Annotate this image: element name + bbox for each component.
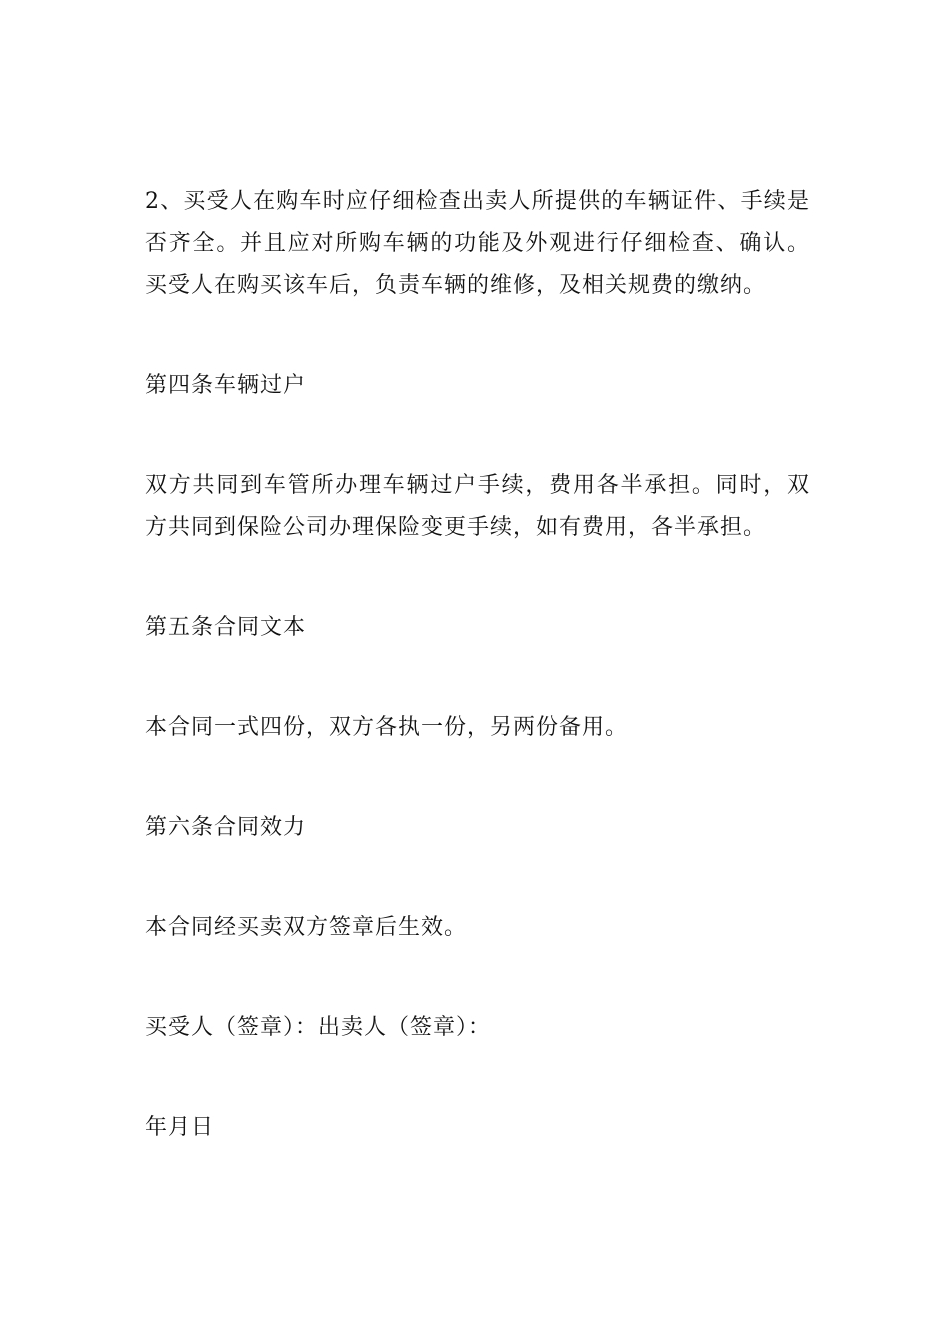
- clause-3-item-2-paragraph: 2、买受人在购车时应仔细检查出卖人所提供的车辆证件、手续是否齐全。并且应对所购车辆的功能及外观进行仔细检查、确认。买受人在购买该车后，负责车辆的维修，及相关规费的缴纳。: [145, 189, 810, 298]
- article-5-heading: 第五条合同文本: [145, 615, 307, 640]
- article-6-heading: 第六条合同效力: [145, 815, 307, 840]
- article-6-paragraph: 本合同经买卖双方签章后生效。: [145, 915, 468, 940]
- article-4-heading: 第四条车辆过户: [145, 373, 307, 398]
- article-4-paragraph: 双方共同到车管所办理车辆过户手续，费用各半承担。同时，双方共同到保险公司办理保险变更手续，如有费用，各半承担。: [145, 473, 810, 540]
- signature-line: 买受人（签章）：出卖人（签章）：: [145, 1015, 492, 1040]
- date-line: 年月日: [145, 1115, 215, 1140]
- article-5-paragraph: 本合同一式四份，双方各执一份，另两份备用。: [145, 715, 629, 740]
- document-body: [145, 181, 810, 1149]
